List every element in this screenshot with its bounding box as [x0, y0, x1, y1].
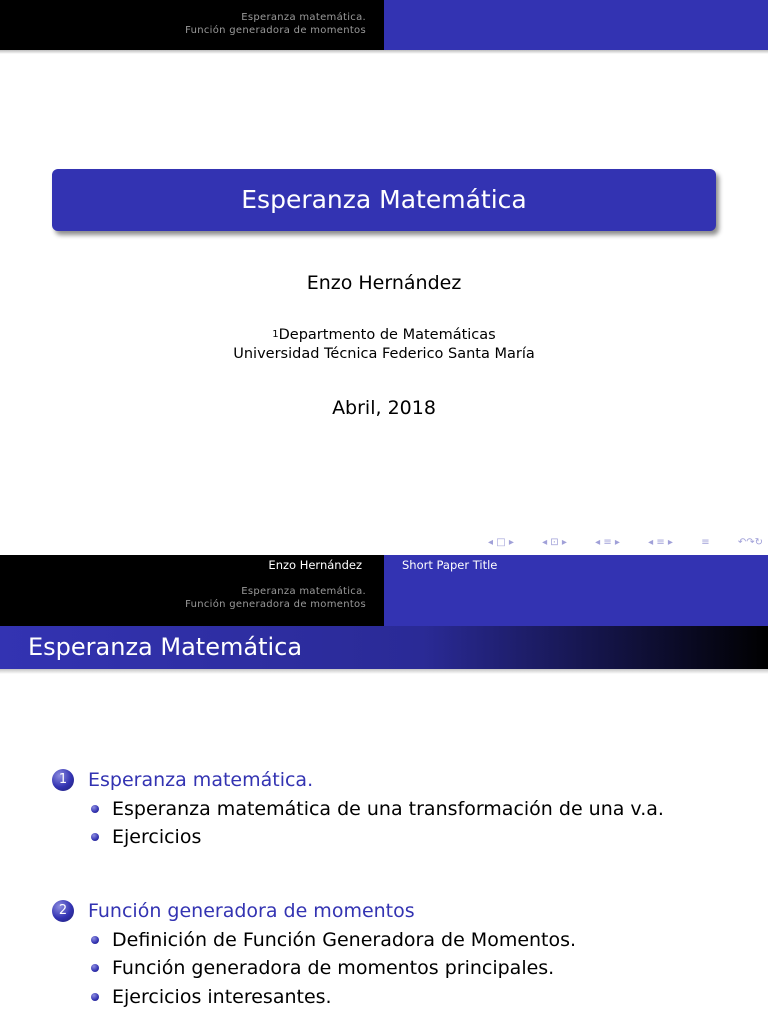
header-subsection-nav [6, 11, 366, 37]
toc-subsection[interactable] [91, 956, 554, 980]
presentation-title: Esperanza Matemática [241, 185, 527, 214]
nav-section-icon[interactable]: ◂ ≡ ▸ [595, 537, 620, 548]
nav-subsection-icon[interactable]: ◂ ⊡ ▸ [542, 537, 567, 548]
institute-line: Universidad Técnica Federico Santa María [233, 346, 535, 362]
header-subsection-item[interactable]: Esperanza matemática. [241, 586, 366, 597]
header-right-bar [384, 0, 768, 50]
nav-document-icon[interactable]: ◂ ≡ ▸ [648, 537, 673, 548]
header-short-title: Short Paper Title [402, 558, 498, 572]
toc-section[interactable] [52, 898, 415, 924]
toc-section-label[interactable]: Esperanza matemática. [88, 769, 314, 791]
toc-subsection[interactable] [91, 928, 576, 952]
institute-mark: 1 [272, 329, 279, 340]
navigation-symbols [488, 536, 763, 550]
bullet-icon [91, 964, 99, 972]
nav-frame-icon[interactable]: ◂ □ ▸ [488, 537, 514, 548]
toc-subsection-label[interactable]: Ejercicios interesantes. [112, 986, 332, 1008]
toc-subsection-label[interactable]: Esperanza matemática de una transformación de una v.a. [112, 798, 664, 820]
toc-subsection[interactable] [91, 825, 201, 849]
header-subsection-item[interactable]: Función generadora de momentos [185, 25, 366, 36]
bullet-icon [91, 805, 99, 813]
nav-back-search-icon[interactable]: ↶↷↻ [737, 537, 763, 548]
author-name: Enzo Hernández [306, 272, 462, 294]
toc-section[interactable] [52, 767, 313, 793]
toc-section-label[interactable]: Función generadora de momentos [88, 900, 415, 922]
title-block [52, 169, 716, 231]
frame-title: Esperanza Matemática [28, 633, 303, 661]
section-number-ball: 2 [52, 900, 74, 922]
toc-subsection-label[interactable]: Función generadora de momentos principales. [112, 957, 555, 979]
header-left-bar [0, 555, 384, 626]
institute [0, 326, 768, 364]
institute-line: Departmento de Matemáticas [278, 327, 496, 343]
bullet-icon [91, 936, 99, 944]
section-number-ball: 1 [52, 769, 74, 791]
toc-subsection[interactable] [91, 985, 332, 1009]
bullet-icon [91, 993, 99, 1001]
header-author: Enzo Hernández [268, 558, 362, 572]
header-shadow [0, 50, 768, 54]
header-subsection-nav [6, 585, 366, 611]
toc-subsection-label[interactable]: Definición de Función Generadora de Momentos. [112, 929, 577, 951]
toc-subsection[interactable] [91, 797, 664, 821]
nav-outline-icon[interactable]: ≡ [701, 537, 710, 548]
header-right-bar [384, 555, 768, 626]
frame-title-bar [0, 626, 768, 669]
toc-subsection-label[interactable]: Ejercicios [112, 826, 202, 848]
frame-title-shadow [0, 669, 768, 674]
header-subsection-item[interactable]: Función generadora de momentos [185, 599, 366, 610]
presentation-date: Abril, 2018 [332, 397, 436, 419]
bullet-icon [91, 833, 99, 841]
header-left-bar [0, 0, 384, 50]
header-subsection-item[interactable]: Esperanza matemática. [241, 12, 366, 23]
